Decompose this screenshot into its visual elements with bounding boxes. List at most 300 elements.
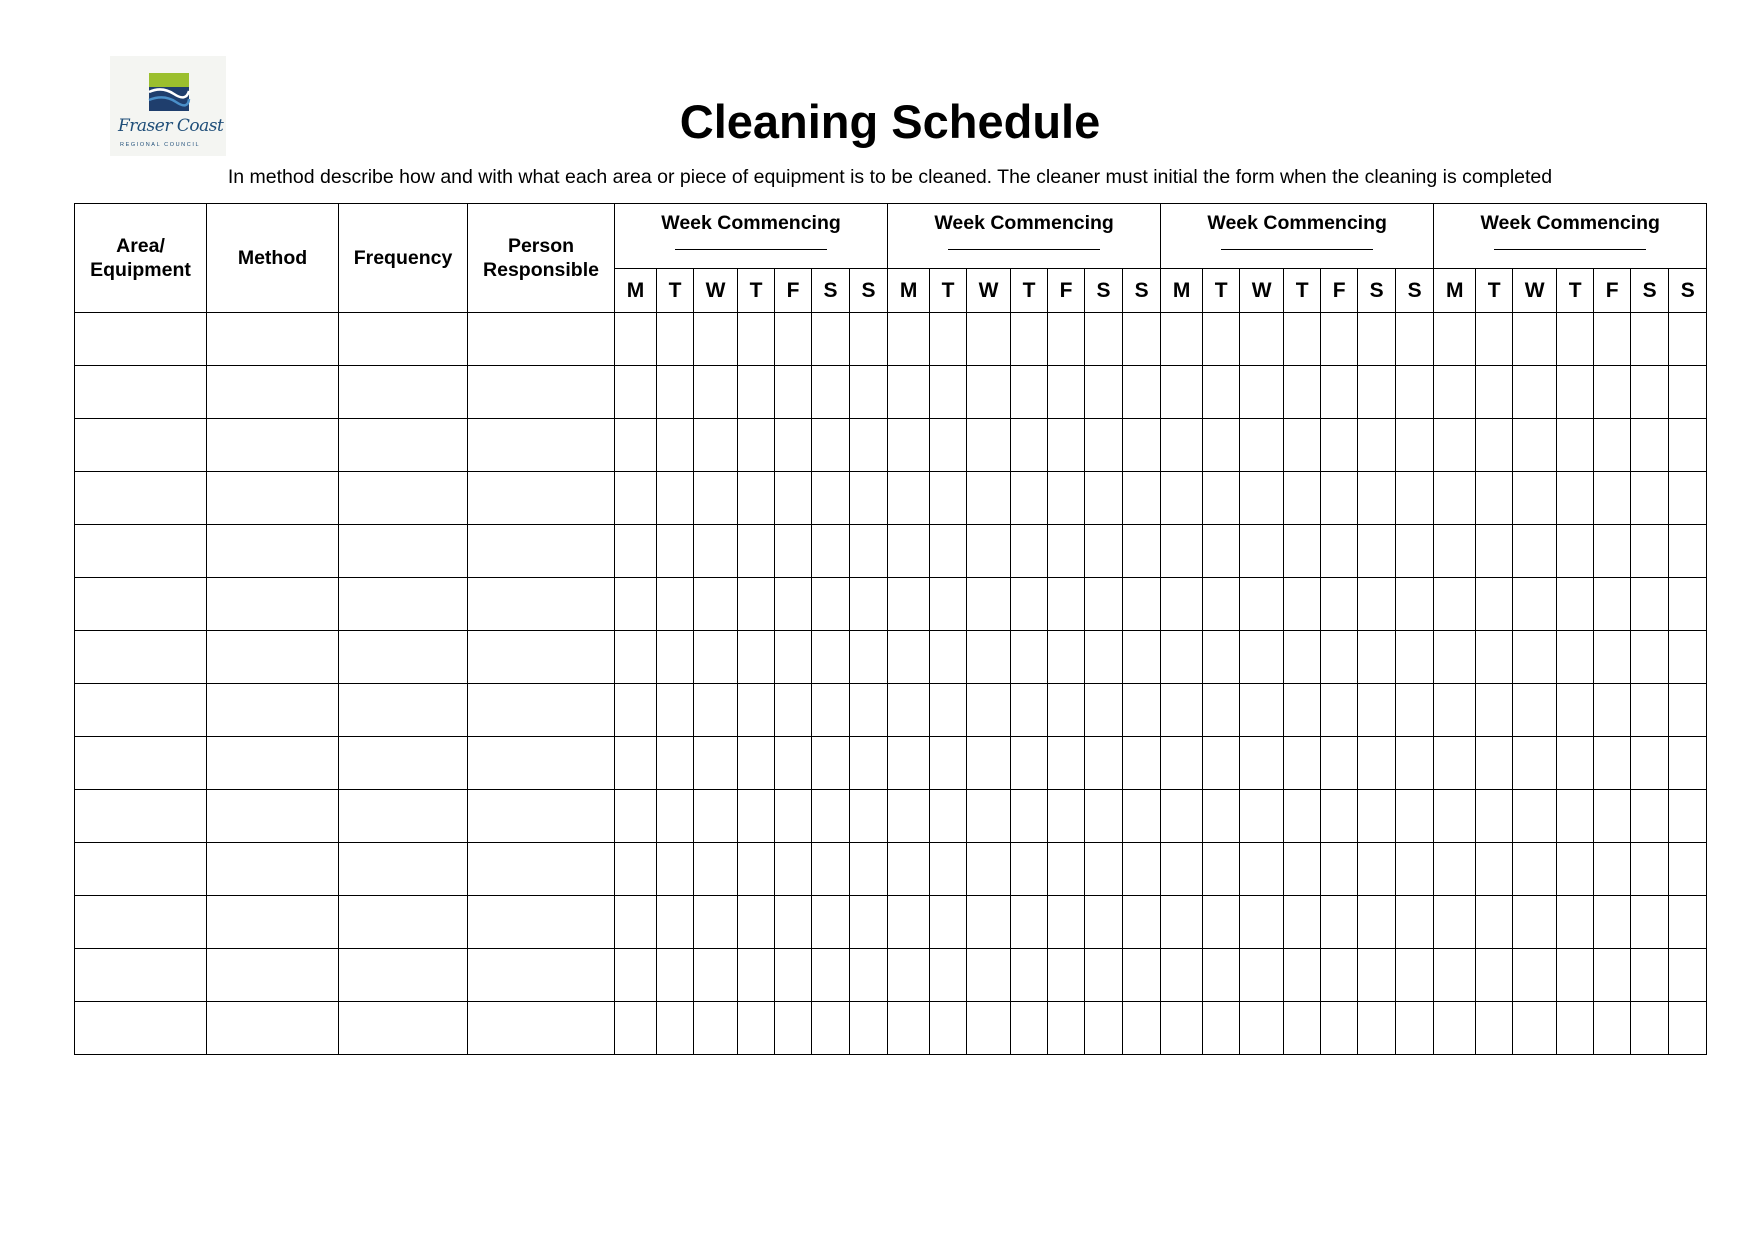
initial-cell[interactable] xyxy=(1011,313,1048,366)
initial-cell[interactable] xyxy=(738,1002,775,1055)
initial-cell[interactable] xyxy=(1594,737,1631,790)
initial-cell[interactable] xyxy=(1669,896,1707,949)
entry-cell[interactable] xyxy=(75,313,207,366)
initial-cell[interactable] xyxy=(1513,525,1557,578)
entry-cell[interactable] xyxy=(75,472,207,525)
initial-cell[interactable] xyxy=(1358,578,1396,631)
initial-cell[interactable] xyxy=(1669,1002,1707,1055)
initial-cell[interactable] xyxy=(1594,1002,1631,1055)
initial-cell[interactable] xyxy=(1358,896,1396,949)
initial-cell[interactable] xyxy=(1161,366,1203,419)
initial-cell[interactable] xyxy=(1513,578,1557,631)
initial-cell[interactable] xyxy=(930,472,967,525)
initial-cell[interactable] xyxy=(1011,419,1048,472)
initial-cell[interactable] xyxy=(1240,631,1284,684)
initial-cell[interactable] xyxy=(1594,949,1631,1002)
week-date-blank-line[interactable] xyxy=(948,249,1100,250)
initial-cell[interactable] xyxy=(888,313,930,366)
initial-cell[interactable] xyxy=(888,366,930,419)
initial-cell[interactable] xyxy=(1284,631,1321,684)
initial-cell[interactable] xyxy=(930,578,967,631)
initial-cell[interactable] xyxy=(1123,631,1161,684)
initial-cell[interactable] xyxy=(1594,896,1631,949)
initial-cell[interactable] xyxy=(1048,896,1085,949)
initial-cell[interactable] xyxy=(1669,313,1707,366)
entry-cell[interactable] xyxy=(207,949,339,1002)
initial-cell[interactable] xyxy=(812,1002,850,1055)
initial-cell[interactable] xyxy=(967,949,1011,1002)
initial-cell[interactable] xyxy=(1396,949,1434,1002)
initial-cell[interactable] xyxy=(615,631,657,684)
initial-cell[interactable] xyxy=(615,366,657,419)
initial-cell[interactable] xyxy=(1358,366,1396,419)
initial-cell[interactable] xyxy=(738,313,775,366)
initial-cell[interactable] xyxy=(1631,737,1669,790)
initial-cell[interactable] xyxy=(1669,790,1707,843)
initial-cell[interactable] xyxy=(694,790,738,843)
entry-cell[interactable] xyxy=(339,631,468,684)
initial-cell[interactable] xyxy=(1476,472,1513,525)
initial-cell[interactable] xyxy=(1358,737,1396,790)
entry-cell[interactable] xyxy=(468,790,615,843)
initial-cell[interactable] xyxy=(775,578,812,631)
initial-cell[interactable] xyxy=(1321,366,1358,419)
entry-cell[interactable] xyxy=(468,843,615,896)
initial-cell[interactable] xyxy=(1240,737,1284,790)
entry-cell[interactable] xyxy=(468,525,615,578)
initial-cell[interactable] xyxy=(615,525,657,578)
initial-cell[interactable] xyxy=(775,313,812,366)
initial-cell[interactable] xyxy=(775,790,812,843)
entry-cell[interactable] xyxy=(468,631,615,684)
initial-cell[interactable] xyxy=(930,419,967,472)
initial-cell[interactable] xyxy=(1011,949,1048,1002)
entry-cell[interactable] xyxy=(339,1002,468,1055)
initial-cell[interactable] xyxy=(930,843,967,896)
initial-cell[interactable] xyxy=(694,1002,738,1055)
initial-cell[interactable] xyxy=(1557,790,1594,843)
initial-cell[interactable] xyxy=(1161,472,1203,525)
initial-cell[interactable] xyxy=(1203,790,1240,843)
initial-cell[interactable] xyxy=(657,631,694,684)
initial-cell[interactable] xyxy=(1396,790,1434,843)
initial-cell[interactable] xyxy=(1396,843,1434,896)
initial-cell[interactable] xyxy=(888,737,930,790)
initial-cell[interactable] xyxy=(930,525,967,578)
initial-cell[interactable] xyxy=(1557,631,1594,684)
initial-cell[interactable] xyxy=(615,896,657,949)
initial-cell[interactable] xyxy=(1513,1002,1557,1055)
initial-cell[interactable] xyxy=(1513,737,1557,790)
initial-cell[interactable] xyxy=(1434,366,1476,419)
initial-cell[interactable] xyxy=(1240,366,1284,419)
initial-cell[interactable] xyxy=(1358,313,1396,366)
initial-cell[interactable] xyxy=(738,631,775,684)
initial-cell[interactable] xyxy=(1434,313,1476,366)
initial-cell[interactable] xyxy=(1321,843,1358,896)
entry-cell[interactable] xyxy=(468,896,615,949)
entry-cell[interactable] xyxy=(468,949,615,1002)
initial-cell[interactable] xyxy=(1011,737,1048,790)
initial-cell[interactable] xyxy=(1011,578,1048,631)
initial-cell[interactable] xyxy=(1161,1002,1203,1055)
initial-cell[interactable] xyxy=(1048,472,1085,525)
initial-cell[interactable] xyxy=(694,949,738,1002)
initial-cell[interactable] xyxy=(850,843,888,896)
entry-cell[interactable] xyxy=(339,737,468,790)
initial-cell[interactable] xyxy=(812,366,850,419)
initial-cell[interactable] xyxy=(930,631,967,684)
initial-cell[interactable] xyxy=(967,896,1011,949)
week-date-blank-line[interactable] xyxy=(1494,249,1646,250)
initial-cell[interactable] xyxy=(812,313,850,366)
initial-cell[interactable] xyxy=(738,525,775,578)
entry-cell[interactable] xyxy=(468,472,615,525)
initial-cell[interactable] xyxy=(775,366,812,419)
initial-cell[interactable] xyxy=(1240,684,1284,737)
initial-cell[interactable] xyxy=(1513,843,1557,896)
initial-cell[interactable] xyxy=(694,525,738,578)
initial-cell[interactable] xyxy=(1557,1002,1594,1055)
initial-cell[interactable] xyxy=(930,313,967,366)
initial-cell[interactable] xyxy=(1557,419,1594,472)
initial-cell[interactable] xyxy=(1123,790,1161,843)
initial-cell[interactable] xyxy=(1240,472,1284,525)
initial-cell[interactable] xyxy=(930,366,967,419)
initial-cell[interactable] xyxy=(1085,737,1123,790)
initial-cell[interactable] xyxy=(1476,843,1513,896)
initial-cell[interactable] xyxy=(1396,737,1434,790)
initial-cell[interactable] xyxy=(1085,631,1123,684)
initial-cell[interactable] xyxy=(1240,790,1284,843)
initial-cell[interactable] xyxy=(888,896,930,949)
initial-cell[interactable] xyxy=(775,843,812,896)
initial-cell[interactable] xyxy=(1513,366,1557,419)
initial-cell[interactable] xyxy=(1048,843,1085,896)
initial-cell[interactable] xyxy=(1476,366,1513,419)
initial-cell[interactable] xyxy=(1396,1002,1434,1055)
initial-cell[interactable] xyxy=(1434,472,1476,525)
initial-cell[interactable] xyxy=(657,843,694,896)
initial-cell[interactable] xyxy=(1123,949,1161,1002)
initial-cell[interactable] xyxy=(1557,313,1594,366)
initial-cell[interactable] xyxy=(1631,472,1669,525)
initial-cell[interactable] xyxy=(1476,578,1513,631)
initial-cell[interactable] xyxy=(1011,472,1048,525)
initial-cell[interactable] xyxy=(657,1002,694,1055)
initial-cell[interactable] xyxy=(1048,631,1085,684)
initial-cell[interactable] xyxy=(967,790,1011,843)
initial-cell[interactable] xyxy=(1123,843,1161,896)
initial-cell[interactable] xyxy=(657,472,694,525)
initial-cell[interactable] xyxy=(1284,578,1321,631)
initial-cell[interactable] xyxy=(1476,949,1513,1002)
initial-cell[interactable] xyxy=(1203,578,1240,631)
initial-cell[interactable] xyxy=(1284,525,1321,578)
initial-cell[interactable] xyxy=(1557,578,1594,631)
initial-cell[interactable] xyxy=(657,737,694,790)
entry-cell[interactable] xyxy=(339,949,468,1002)
initial-cell[interactable] xyxy=(657,896,694,949)
initial-cell[interactable] xyxy=(657,419,694,472)
initial-cell[interactable] xyxy=(1085,684,1123,737)
initial-cell[interactable] xyxy=(1669,472,1707,525)
initial-cell[interactable] xyxy=(812,578,850,631)
initial-cell[interactable] xyxy=(775,896,812,949)
initial-cell[interactable] xyxy=(738,366,775,419)
initial-cell[interactable] xyxy=(1048,419,1085,472)
initial-cell[interactable] xyxy=(1434,419,1476,472)
initial-cell[interactable] xyxy=(1513,631,1557,684)
initial-cell[interactable] xyxy=(1557,684,1594,737)
initial-cell[interactable] xyxy=(967,366,1011,419)
initial-cell[interactable] xyxy=(1631,1002,1669,1055)
initial-cell[interactable] xyxy=(1123,1002,1161,1055)
initial-cell[interactable] xyxy=(1203,472,1240,525)
initial-cell[interactable] xyxy=(850,737,888,790)
initial-cell[interactable] xyxy=(1161,525,1203,578)
initial-cell[interactable] xyxy=(657,684,694,737)
initial-cell[interactable] xyxy=(1284,737,1321,790)
initial-cell[interactable] xyxy=(850,631,888,684)
initial-cell[interactable] xyxy=(615,684,657,737)
initial-cell[interactable] xyxy=(1085,313,1123,366)
initial-cell[interactable] xyxy=(1396,896,1434,949)
initial-cell[interactable] xyxy=(1161,896,1203,949)
entry-cell[interactable] xyxy=(75,1002,207,1055)
initial-cell[interactable] xyxy=(812,896,850,949)
initial-cell[interactable] xyxy=(812,631,850,684)
initial-cell[interactable] xyxy=(1123,525,1161,578)
initial-cell[interactable] xyxy=(738,843,775,896)
initial-cell[interactable] xyxy=(850,684,888,737)
entry-cell[interactable] xyxy=(339,366,468,419)
initial-cell[interactable] xyxy=(1631,419,1669,472)
initial-cell[interactable] xyxy=(1434,1002,1476,1055)
initial-cell[interactable] xyxy=(850,949,888,1002)
initial-cell[interactable] xyxy=(967,631,1011,684)
initial-cell[interactable] xyxy=(1631,790,1669,843)
initial-cell[interactable] xyxy=(775,684,812,737)
initial-cell[interactable] xyxy=(1476,790,1513,843)
initial-cell[interactable] xyxy=(1669,684,1707,737)
initial-cell[interactable] xyxy=(1396,684,1434,737)
initial-cell[interactable] xyxy=(1321,313,1358,366)
initial-cell[interactable] xyxy=(1594,366,1631,419)
entry-cell[interactable] xyxy=(207,790,339,843)
initial-cell[interactable] xyxy=(888,790,930,843)
initial-cell[interactable] xyxy=(850,1002,888,1055)
entry-cell[interactable] xyxy=(339,896,468,949)
initial-cell[interactable] xyxy=(1123,737,1161,790)
initial-cell[interactable] xyxy=(1011,843,1048,896)
initial-cell[interactable] xyxy=(1476,1002,1513,1055)
initial-cell[interactable] xyxy=(1434,631,1476,684)
initial-cell[interactable] xyxy=(1513,419,1557,472)
entry-cell[interactable] xyxy=(468,737,615,790)
initial-cell[interactable] xyxy=(775,631,812,684)
initial-cell[interactable] xyxy=(1476,684,1513,737)
initial-cell[interactable] xyxy=(1123,419,1161,472)
initial-cell[interactable] xyxy=(738,472,775,525)
initial-cell[interactable] xyxy=(1085,1002,1123,1055)
initial-cell[interactable] xyxy=(775,419,812,472)
entry-cell[interactable] xyxy=(339,843,468,896)
initial-cell[interactable] xyxy=(1476,896,1513,949)
initial-cell[interactable] xyxy=(1123,366,1161,419)
initial-cell[interactable] xyxy=(1434,790,1476,843)
initial-cell[interactable] xyxy=(1284,1002,1321,1055)
initial-cell[interactable] xyxy=(1284,896,1321,949)
initial-cell[interactable] xyxy=(694,631,738,684)
initial-cell[interactable] xyxy=(1284,843,1321,896)
initial-cell[interactable] xyxy=(1240,419,1284,472)
initial-cell[interactable] xyxy=(1161,313,1203,366)
initial-cell[interactable] xyxy=(1203,737,1240,790)
initial-cell[interactable] xyxy=(1631,525,1669,578)
initial-cell[interactable] xyxy=(1321,631,1358,684)
initial-cell[interactable] xyxy=(1085,949,1123,1002)
initial-cell[interactable] xyxy=(1669,525,1707,578)
initial-cell[interactable] xyxy=(1085,843,1123,896)
initial-cell[interactable] xyxy=(615,1002,657,1055)
initial-cell[interactable] xyxy=(1631,313,1669,366)
initial-cell[interactable] xyxy=(1048,525,1085,578)
initial-cell[interactable] xyxy=(1631,843,1669,896)
initial-cell[interactable] xyxy=(1513,949,1557,1002)
initial-cell[interactable] xyxy=(1240,896,1284,949)
initial-cell[interactable] xyxy=(1161,737,1203,790)
entry-cell[interactable] xyxy=(207,631,339,684)
initial-cell[interactable] xyxy=(1123,313,1161,366)
entry-cell[interactable] xyxy=(207,1002,339,1055)
initial-cell[interactable] xyxy=(775,949,812,1002)
entry-cell[interactable] xyxy=(339,790,468,843)
initial-cell[interactable] xyxy=(1203,843,1240,896)
initial-cell[interactable] xyxy=(888,684,930,737)
initial-cell[interactable] xyxy=(850,419,888,472)
initial-cell[interactable] xyxy=(1203,313,1240,366)
initial-cell[interactable] xyxy=(967,1002,1011,1055)
initial-cell[interactable] xyxy=(1594,843,1631,896)
initial-cell[interactable] xyxy=(850,790,888,843)
initial-cell[interactable] xyxy=(775,525,812,578)
initial-cell[interactable] xyxy=(967,684,1011,737)
initial-cell[interactable] xyxy=(967,472,1011,525)
entry-cell[interactable] xyxy=(75,631,207,684)
initial-cell[interactable] xyxy=(1557,525,1594,578)
initial-cell[interactable] xyxy=(738,578,775,631)
initial-cell[interactable] xyxy=(1396,472,1434,525)
initial-cell[interactable] xyxy=(657,366,694,419)
initial-cell[interactable] xyxy=(1631,896,1669,949)
initial-cell[interactable] xyxy=(1513,790,1557,843)
initial-cell[interactable] xyxy=(657,949,694,1002)
initial-cell[interactable] xyxy=(1594,419,1631,472)
initial-cell[interactable] xyxy=(694,737,738,790)
initial-cell[interactable] xyxy=(930,896,967,949)
entry-cell[interactable] xyxy=(75,684,207,737)
initial-cell[interactable] xyxy=(812,419,850,472)
initial-cell[interactable] xyxy=(1048,949,1085,1002)
initial-cell[interactable] xyxy=(1085,366,1123,419)
initial-cell[interactable] xyxy=(1358,843,1396,896)
initial-cell[interactable] xyxy=(812,525,850,578)
initial-cell[interactable] xyxy=(775,1002,812,1055)
initial-cell[interactable] xyxy=(1434,578,1476,631)
initial-cell[interactable] xyxy=(657,313,694,366)
entry-cell[interactable] xyxy=(339,525,468,578)
entry-cell[interactable] xyxy=(207,366,339,419)
initial-cell[interactable] xyxy=(1085,790,1123,843)
initial-cell[interactable] xyxy=(967,313,1011,366)
initial-cell[interactable] xyxy=(694,472,738,525)
initial-cell[interactable] xyxy=(1434,525,1476,578)
initial-cell[interactable] xyxy=(1203,366,1240,419)
initial-cell[interactable] xyxy=(1513,472,1557,525)
initial-cell[interactable] xyxy=(967,578,1011,631)
initial-cell[interactable] xyxy=(1011,790,1048,843)
initial-cell[interactable] xyxy=(657,525,694,578)
initial-cell[interactable] xyxy=(615,843,657,896)
initial-cell[interactable] xyxy=(1011,1002,1048,1055)
initial-cell[interactable] xyxy=(1240,578,1284,631)
initial-cell[interactable] xyxy=(1321,1002,1358,1055)
initial-cell[interactable] xyxy=(1594,472,1631,525)
initial-cell[interactable] xyxy=(930,1002,967,1055)
initial-cell[interactable] xyxy=(1557,737,1594,790)
entry-cell[interactable] xyxy=(339,578,468,631)
initial-cell[interactable] xyxy=(1631,949,1669,1002)
initial-cell[interactable] xyxy=(1669,578,1707,631)
initial-cell[interactable] xyxy=(1321,472,1358,525)
initial-cell[interactable] xyxy=(1085,525,1123,578)
entry-cell[interactable] xyxy=(75,366,207,419)
initial-cell[interactable] xyxy=(1161,684,1203,737)
initial-cell[interactable] xyxy=(1358,525,1396,578)
initial-cell[interactable] xyxy=(1284,684,1321,737)
initial-cell[interactable] xyxy=(1321,949,1358,1002)
initial-cell[interactable] xyxy=(888,631,930,684)
entry-cell[interactable] xyxy=(468,366,615,419)
week-date-blank-line[interactable] xyxy=(1221,249,1373,250)
initial-cell[interactable] xyxy=(1358,1002,1396,1055)
initial-cell[interactable] xyxy=(615,578,657,631)
initial-cell[interactable] xyxy=(1161,790,1203,843)
initial-cell[interactable] xyxy=(1321,790,1358,843)
initial-cell[interactable] xyxy=(1123,578,1161,631)
initial-cell[interactable] xyxy=(1669,419,1707,472)
initial-cell[interactable] xyxy=(775,737,812,790)
initial-cell[interactable] xyxy=(1203,949,1240,1002)
initial-cell[interactable] xyxy=(1203,525,1240,578)
initial-cell[interactable] xyxy=(1321,896,1358,949)
initial-cell[interactable] xyxy=(967,525,1011,578)
initial-cell[interactable] xyxy=(1557,949,1594,1002)
initial-cell[interactable] xyxy=(1284,366,1321,419)
initial-cell[interactable] xyxy=(1240,313,1284,366)
initial-cell[interactable] xyxy=(738,737,775,790)
initial-cell[interactable] xyxy=(694,578,738,631)
initial-cell[interactable] xyxy=(930,684,967,737)
initial-cell[interactable] xyxy=(850,525,888,578)
initial-cell[interactable] xyxy=(1240,525,1284,578)
entry-cell[interactable] xyxy=(207,578,339,631)
initial-cell[interactable] xyxy=(1434,684,1476,737)
initial-cell[interactable] xyxy=(1161,578,1203,631)
initial-cell[interactable] xyxy=(1240,949,1284,1002)
initial-cell[interactable] xyxy=(930,790,967,843)
